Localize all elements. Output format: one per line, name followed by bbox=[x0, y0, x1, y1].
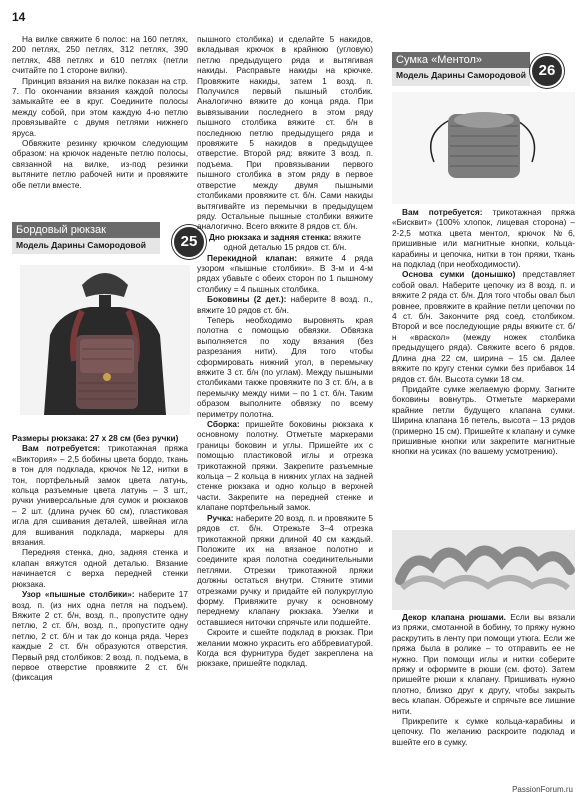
decor-label: Декор клапана рюшами. bbox=[402, 612, 506, 622]
size-label: Размеры рюкзака: 27 x 28 см (без ручки) bbox=[12, 433, 179, 443]
page-number: 14 bbox=[12, 10, 26, 24]
pattern-25-title: Бордовый рюкзак bbox=[12, 222, 160, 238]
backpack-illustration bbox=[20, 265, 190, 415]
sides-label: Боковины (2 дет.): bbox=[207, 294, 287, 305]
left-column-top bbox=[12, 34, 188, 190]
right-column-bottom bbox=[392, 612, 575, 747]
pattern-25-header bbox=[12, 222, 160, 254]
pattern-26-number-badge: 26 bbox=[530, 54, 564, 88]
paragraph: На вилке свяжите 6 полос: на 160 петлях, 200 петлях, 250 петлях, 312 петлях, 390 петлях, 488 петлях и 610 петлях (петли считайте по 1 стороне вилки). bbox=[12, 34, 188, 76]
handle-label: Ручка: bbox=[207, 512, 234, 523]
paragraph: Передняя стенка, дно, задняя стенка и клапан вяжутся одной деталью. Вязание начинается с верха передней стенки рюкзака. bbox=[12, 547, 188, 589]
ruffle-photo bbox=[392, 530, 575, 610]
paragraph: пышного столбика) и сделайте 5 накидов, вкладывая крючок в крайнюю (угловую) петлю предыдущего ряда и вытягивая накиды. Расправьте накиды на крючке. Провяжите накиды, затем 1 возд. п. Получился первый пышный столбик. Аналогично вяжите до конца ряда. При вывязывании последнего в этом ряду пышного столбика вяжите ст. б/н в последнюю петлю предыдущего ряда и провяжите 5 накидов в предыдущее отверстие. Второй ряд: вяжите 3 возд. п. подъема. При провязывании первого пышного столбика в этом ряду в первое отверстие между двумя пышными столбиками провяжите ст. б/н. Сами накиды вытягивайте из перемычки в предыдущем ряду. Остальные пышные столбики вяжите аналогично. Всего вяжите 8 рядов ст. б/н. bbox=[197, 34, 373, 232]
paragraph: Прикрепите к сумке кольца-карабины и цепочку. По желанию раскроите подклад и вшейте его в сумку. bbox=[392, 716, 575, 747]
paragraph: Принцип вязания на вилке показан на стр. 7. По окончании вязания каждой полосы замыкайте ее в круг. Соедините полосы между собой, при этом каждую 4-ю петлю провязывайте с двумя петлями нижнего яруса. bbox=[12, 75, 188, 138]
back-label: Дно рюкзака и задняя стенка: bbox=[208, 231, 332, 242]
bag-illustration bbox=[392, 92, 575, 204]
materials-label: Вам потребуется: bbox=[22, 443, 101, 454]
right-column-top bbox=[392, 207, 575, 457]
middle-column bbox=[197, 34, 373, 669]
pattern-25-subtitle: Модель Дарины Самородовой bbox=[16, 240, 146, 250]
footer-watermark: PassionForum.ru bbox=[512, 785, 573, 794]
paragraph: Придайте сумке желаемую форму. Загните боковины вовнутрь. Отметьте маркерами крайние петли будущего клапана сумки. Ширина клапана 16 петель, высота – 13 рядов (примерно 15 см). Пришейте к клапану и сумке пришивные кнопки или закрепите магнитные кнопки на усиках (по вашему усмотрению). bbox=[392, 383, 575, 457]
sides-text: наберите 8 возд. п., вяжите 10 рядов ст. б/н. bbox=[197, 294, 373, 315]
flap-label: Перекидной клапан: bbox=[207, 252, 298, 263]
handle-text: наберите 20 возд. п. и провяжите 5 рядов ст. б/н. Отрежьте 3–4 отрезка трикотажной пряжи длиной 40 см каждый. Положите их на вязаное полотно и соедините края полотна соединительными петлями. Отрезки трикотажной пряжи должны остаться внутри. Стяните этими отрезками ручку и придайте ей полукруглую форму. Привяжите ручку к основному переднему клапану рюкзака. Узелки и оставшиеся ниточки спрячьте или подшейте. bbox=[197, 512, 373, 627]
assembly-label: Сборка: bbox=[207, 419, 240, 430]
back-text: вяжите одной деталью 15 рядов ст. б/н. bbox=[223, 231, 362, 253]
base-text: представляет собой овал. Наберите цепочку из 8 возд. п. и вяжите 2 ряда ст. б/н. Для того чтобы овал был ровнее, провяжите в крайние петли цепочки по 4 ст. б/н. Закончите ряд соед. столбиком. Второй и все последующие ряды вяжите ст. б/н «враскол» (между ножек столбика предыдущего ряда). Свяжите всего 6 рядов. Длина дна 22 см, ширина – 15 см. Далее вяжите по кругу стенки сумки без прибавок 14 рядов ст. б/н. Высота сумки 18 см. bbox=[392, 269, 576, 384]
paragraph: Теперь необходимо выровнять края полотна с помощью обвязки. Обвязка выполняется по ходу вязания (без разрезания нити). Для того чтобы сформировать нижний угол, в перемычку вяжите 3 ст. б/н (по углам). Между пышными столбиками также провяжите по 3 ст. б/н, а в перемычку между ними – по 1 ст. б/н. Таким образом выполните обвязку по всему периметру полотна. bbox=[197, 314, 373, 419]
left-column-bottom bbox=[12, 433, 188, 683]
pattern-26-header bbox=[392, 52, 530, 86]
pattern-26-subtitle: Модель Дарины Самородовой bbox=[396, 70, 526, 80]
assembly-text: пришейте боковины рюкзака к основному полотну. Отметьте маркерами границы боковин и углы. Пришейте их с помощью пластиковой иглы и отрезка трикотажной пряжи. Закрепите разъемные кольца – 2 кольца в нижних углах на задней стенке рюкзака и одно кольцо в верхней части. Закрепите на передней стенке и клапане портфельный замок. bbox=[197, 419, 373, 513]
pattern-text: наберите 17 возд. п. (из них одна петля на подъем). Вяжите 2 ст. б/н, возд. п., пропустите одну петлю, 2 ст. б/н, возд. п., пропустите одну петлю, 2 ст. б/н и так до конца ряда. Через каждые 2 ст. б/н образуются отверстия. Первый ряд столбиков: 2 возд. п. подъема, в первое отверстие провяжите 2 ст. б/н (фиксация bbox=[12, 589, 189, 683]
flap-text: вяжите 4 ряда узором «пышные столбики». В 3-м и 4-м рядах убавьте с обеих сторон по 1 пышному столбику = 4 пышных столбика. bbox=[197, 252, 373, 294]
pattern-25-number-badge: 25 bbox=[172, 225, 206, 259]
ruffle-illustration bbox=[392, 530, 575, 610]
base-label: Основа сумки (донышко) bbox=[402, 269, 516, 280]
paragraph: Скроите и сшейте подклад в рюкзак. При желании можно украсить его аббревиатурой. Когда вся фурнитура будет закреплена на рюкзаке, пришейте подклад. bbox=[197, 627, 373, 669]
materials-text-26: трикотажная пряжа «Бисквит» (100% хлопок, лицевая сторона) – 2-2,5 мотка цвета ментол, крючок №6, пришивные или магнитные кнопки, кольца-карабины и цепочка, нитки в тон пряжи, ткань на подклад (при необходимости). bbox=[392, 207, 575, 270]
pattern-label: Узор «пышные столбики»: bbox=[22, 589, 135, 600]
pattern-26-title: Сумка «Ментол» bbox=[392, 52, 530, 68]
paragraph: Обвяжите резинку крючком следующим образом: на крючок наденьте петлю полосы, связанной на вилке, из-под резинки вытяните петлю рабочей нити и провяжите обе петли вместе. bbox=[12, 138, 188, 190]
backpack-photo bbox=[20, 265, 190, 415]
decor-text: Если вы вязали из пряжи, смотанной в бобину, то пряжу нужно раскрутить в ленту при помощи утюга. Если же пряжа была в ролике – то отправить ее не нужно. При помощи иглы и нитки соберите пряжу и оформите в рюши (см. фото). Затем пришейте рюши к клапану. Пришивать нужно плотно, близко друг к другу, чтобы закрыть весь клапан. Обрежьте и спрячьте все лишние нити. bbox=[392, 612, 576, 716]
bag-photo bbox=[392, 92, 575, 204]
materials-label-26: Вам потребуется: bbox=[402, 207, 483, 217]
materials-text: трикотажная пряжа «Виктория» – 2,5 бобины цвета бордо, ткань в тон для подклада, крючок №12, нитки в тон, портфельный замок цвета латунь, кольца разъемные цвета латунь – 3 шт., ручки универсальные для сумок и рюкзаков – 2 шт. (длина ручек 60 см), пластиковая игла для сшивания деталей, швейная игла для вшивания подклада, маркеры для вязания. bbox=[12, 443, 188, 548]
